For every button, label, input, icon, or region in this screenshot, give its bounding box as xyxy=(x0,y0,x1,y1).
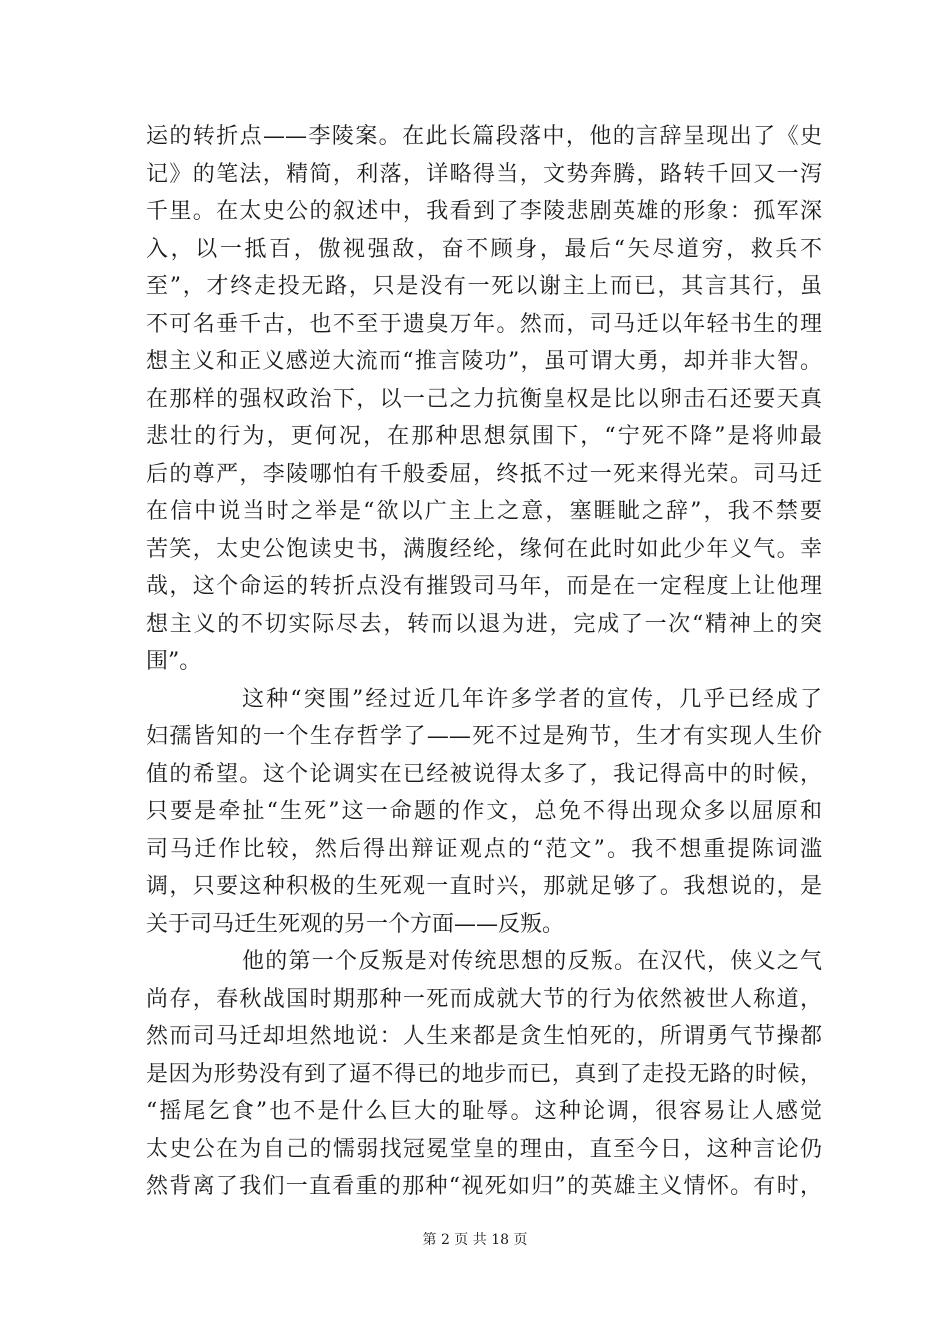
text-line: 至”，才终走投无路，只是没有一死以谢主上而已，其言其行，虽 xyxy=(146,274,822,299)
text-line: 苦笑，太史公饱读史书，满腹经纶，缘何在此时如此少年义气。幸 xyxy=(146,536,822,562)
text-line: 然背离了我们一直看重的那种“视死如归”的英雄主义情怀。有时， xyxy=(146,1174,822,1199)
text-line: 哉，这个命运的转折点没有摧毁司马年，而是在一定程度上让他理 xyxy=(146,574,822,599)
text-line: 千里。在太史公的叙述中，我看到了李陵悲剧英雄的形象：孤军深 xyxy=(146,199,822,224)
paragraph-2 xyxy=(146,681,822,944)
text-line: 不可名垂千古，也不至于遗臭万年。然而，司马迁以年轻书生的理 xyxy=(146,311,822,337)
text-line: 悲壮的行为，更何况，在那种思想氛围下，“宁死不降”是将帅最 xyxy=(146,424,822,449)
text-line: 只要是牵扯“生死”这一命题的作文，总免不得出现众多以屈原和 xyxy=(146,799,822,824)
paragraph-1 xyxy=(146,118,822,681)
text-line: 围”。 xyxy=(146,649,202,674)
text-line: 他的第一个反叛是对传统思想的反叛。在汉代，侠义之气 xyxy=(242,949,822,974)
text-line: 司马迁作比较，然后得出辩证观点的“范文”。我不想重提陈词滥 xyxy=(146,836,822,862)
body-text xyxy=(146,118,822,1206)
text-line: 值的希望。这个论调实在已经被说得太多了，我记得高中的时候， xyxy=(146,761,822,787)
text-line: 妇孺皆知的一个生存哲学了——死不过是殉节，生才有实现人生价 xyxy=(146,724,822,749)
text-line: 记》的笔法，精简，利落，详略得当，文势奔腾，路转千回又一泻 xyxy=(146,161,822,187)
text-line: 在那样的强权政治下，以一己之力抗衡皇权是比以卵击石还要天真 xyxy=(146,386,822,412)
text-line: “摇尾乞食”也不是什么巨大的耻辱。这种论调，很容易让人感觉 xyxy=(146,1099,822,1124)
text-line: 调，只要这种积极的生死观一直时兴，那就足够了。我想说的，是 xyxy=(146,874,822,899)
text-line: 是因为形势没有到了逼不得已的地步而已，真到了走投无路的时候， xyxy=(146,1061,822,1087)
text-line: 太史公在为自己的懦弱找冠冕堂皇的理由，直至今日，这种言论仍 xyxy=(146,1136,822,1162)
page-number: 第 2 页 共 18 页 xyxy=(422,1232,528,1248)
text-line: 运的转折点——李陵案。在此长篇段落中，他的言辞呈现出了《史 xyxy=(146,124,822,149)
text-line: 关于司马迁生死观的另一个方面——反叛。 xyxy=(146,911,565,937)
text-line: 后的尊严，李陵哪怕有千般委屈，终抵不过一死来得光荣。司马迁 xyxy=(146,461,822,487)
paragraph-3 xyxy=(146,943,822,1206)
text-line: 想主义的不切实际尽去，转而以退为进，完成了一次“精神上的突 xyxy=(146,611,822,637)
text-line: 然而司马迁却坦然地说：人生来都是贪生怕死的，所谓勇气节操都 xyxy=(146,1024,822,1049)
text-line: 在信中说当时之举是“欲以广主上之意，塞睚眦之辞”，我不禁要 xyxy=(146,499,822,524)
text-line: 尚存，春秋战国时期那种一死而成就大节的行为依然被世人称道， xyxy=(146,986,822,1012)
text-line: 这种“突围”经过近几年许多学者的宣传，几乎已经成了 xyxy=(242,686,822,712)
text-line: 想主义和正义感逆大流而“推言陵功”，虽可谓大勇，却并非大智。 xyxy=(146,349,822,374)
text-line: 入，以一抵百，傲视强敌，奋不顾身，最后“矢尽道穷，救兵不 xyxy=(146,236,822,262)
